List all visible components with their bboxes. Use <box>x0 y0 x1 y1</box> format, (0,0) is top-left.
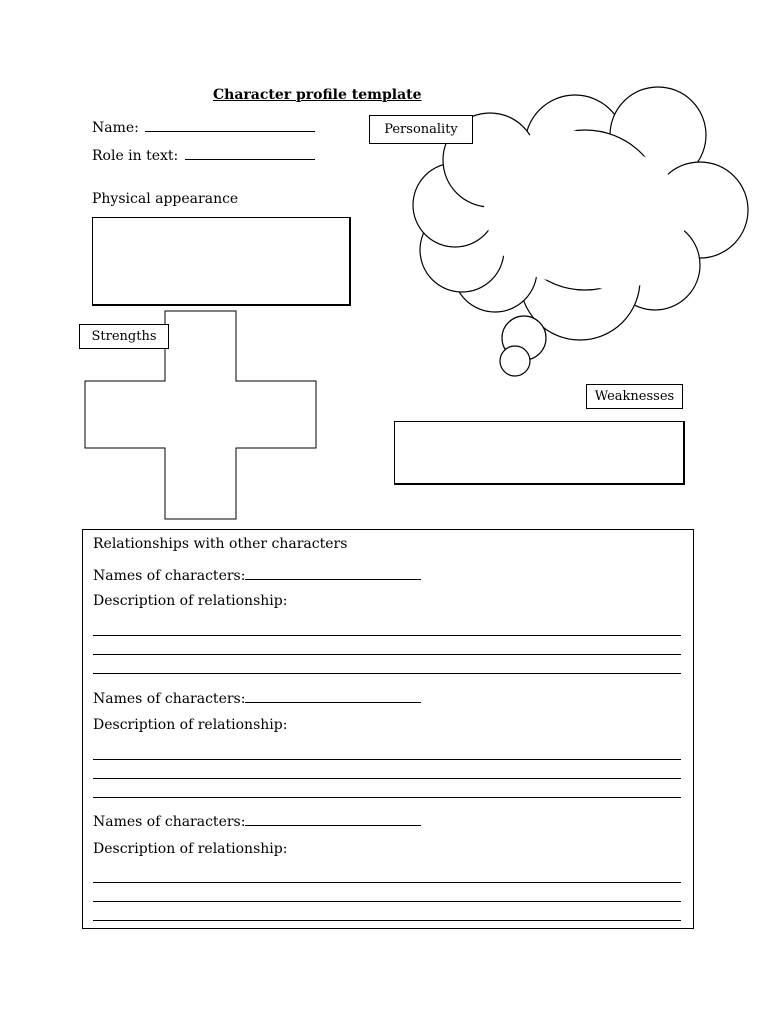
description-line[interactable] <box>93 654 681 655</box>
description-line[interactable] <box>93 759 681 760</box>
physical-appearance-label: Physical appearance <box>92 191 239 207</box>
strengths-label: Strengths <box>79 324 169 349</box>
relationships-section <box>82 529 694 929</box>
personality-label: Personality <box>369 115 473 144</box>
names-of-characters-field-1 <box>93 565 421 584</box>
role-field <box>92 145 315 164</box>
physical-appearance-box[interactable] <box>92 217 351 306</box>
description-line[interactable] <box>93 882 681 883</box>
weaknesses-label: Weaknesses <box>586 384 683 409</box>
description-label-3: Description of relationship: <box>93 841 288 857</box>
description-label-1: Description of relationship: <box>93 593 288 609</box>
description-line[interactable] <box>93 673 681 674</box>
name-field <box>92 117 315 136</box>
names-of-characters-label: Names of characters: <box>93 814 246 830</box>
description-line[interactable] <box>93 901 681 902</box>
description-line[interactable] <box>93 920 681 921</box>
names-blank-2[interactable] <box>245 688 421 703</box>
names-blank-3[interactable] <box>245 811 421 826</box>
description-line[interactable] <box>93 778 681 779</box>
description-label-2: Description of relationship: <box>93 717 288 733</box>
name-blank[interactable] <box>145 117 315 132</box>
weaknesses-box[interactable] <box>394 421 685 485</box>
role-blank[interactable] <box>185 145 315 160</box>
names-of-characters-field-3 <box>93 811 421 830</box>
name-label: Name: <box>92 120 139 136</box>
names-of-characters-label: Names of characters: <box>93 691 246 707</box>
names-of-characters-label: Names of characters: <box>93 568 246 584</box>
relationships-heading: Relationships with other characters <box>93 536 348 552</box>
names-blank-1[interactable] <box>245 565 421 580</box>
description-line[interactable] <box>93 635 681 636</box>
names-of-characters-field-2 <box>93 688 421 707</box>
role-label: Role in text: <box>92 148 179 164</box>
description-line[interactable] <box>93 797 681 798</box>
page-title: Character profile template <box>213 87 422 103</box>
